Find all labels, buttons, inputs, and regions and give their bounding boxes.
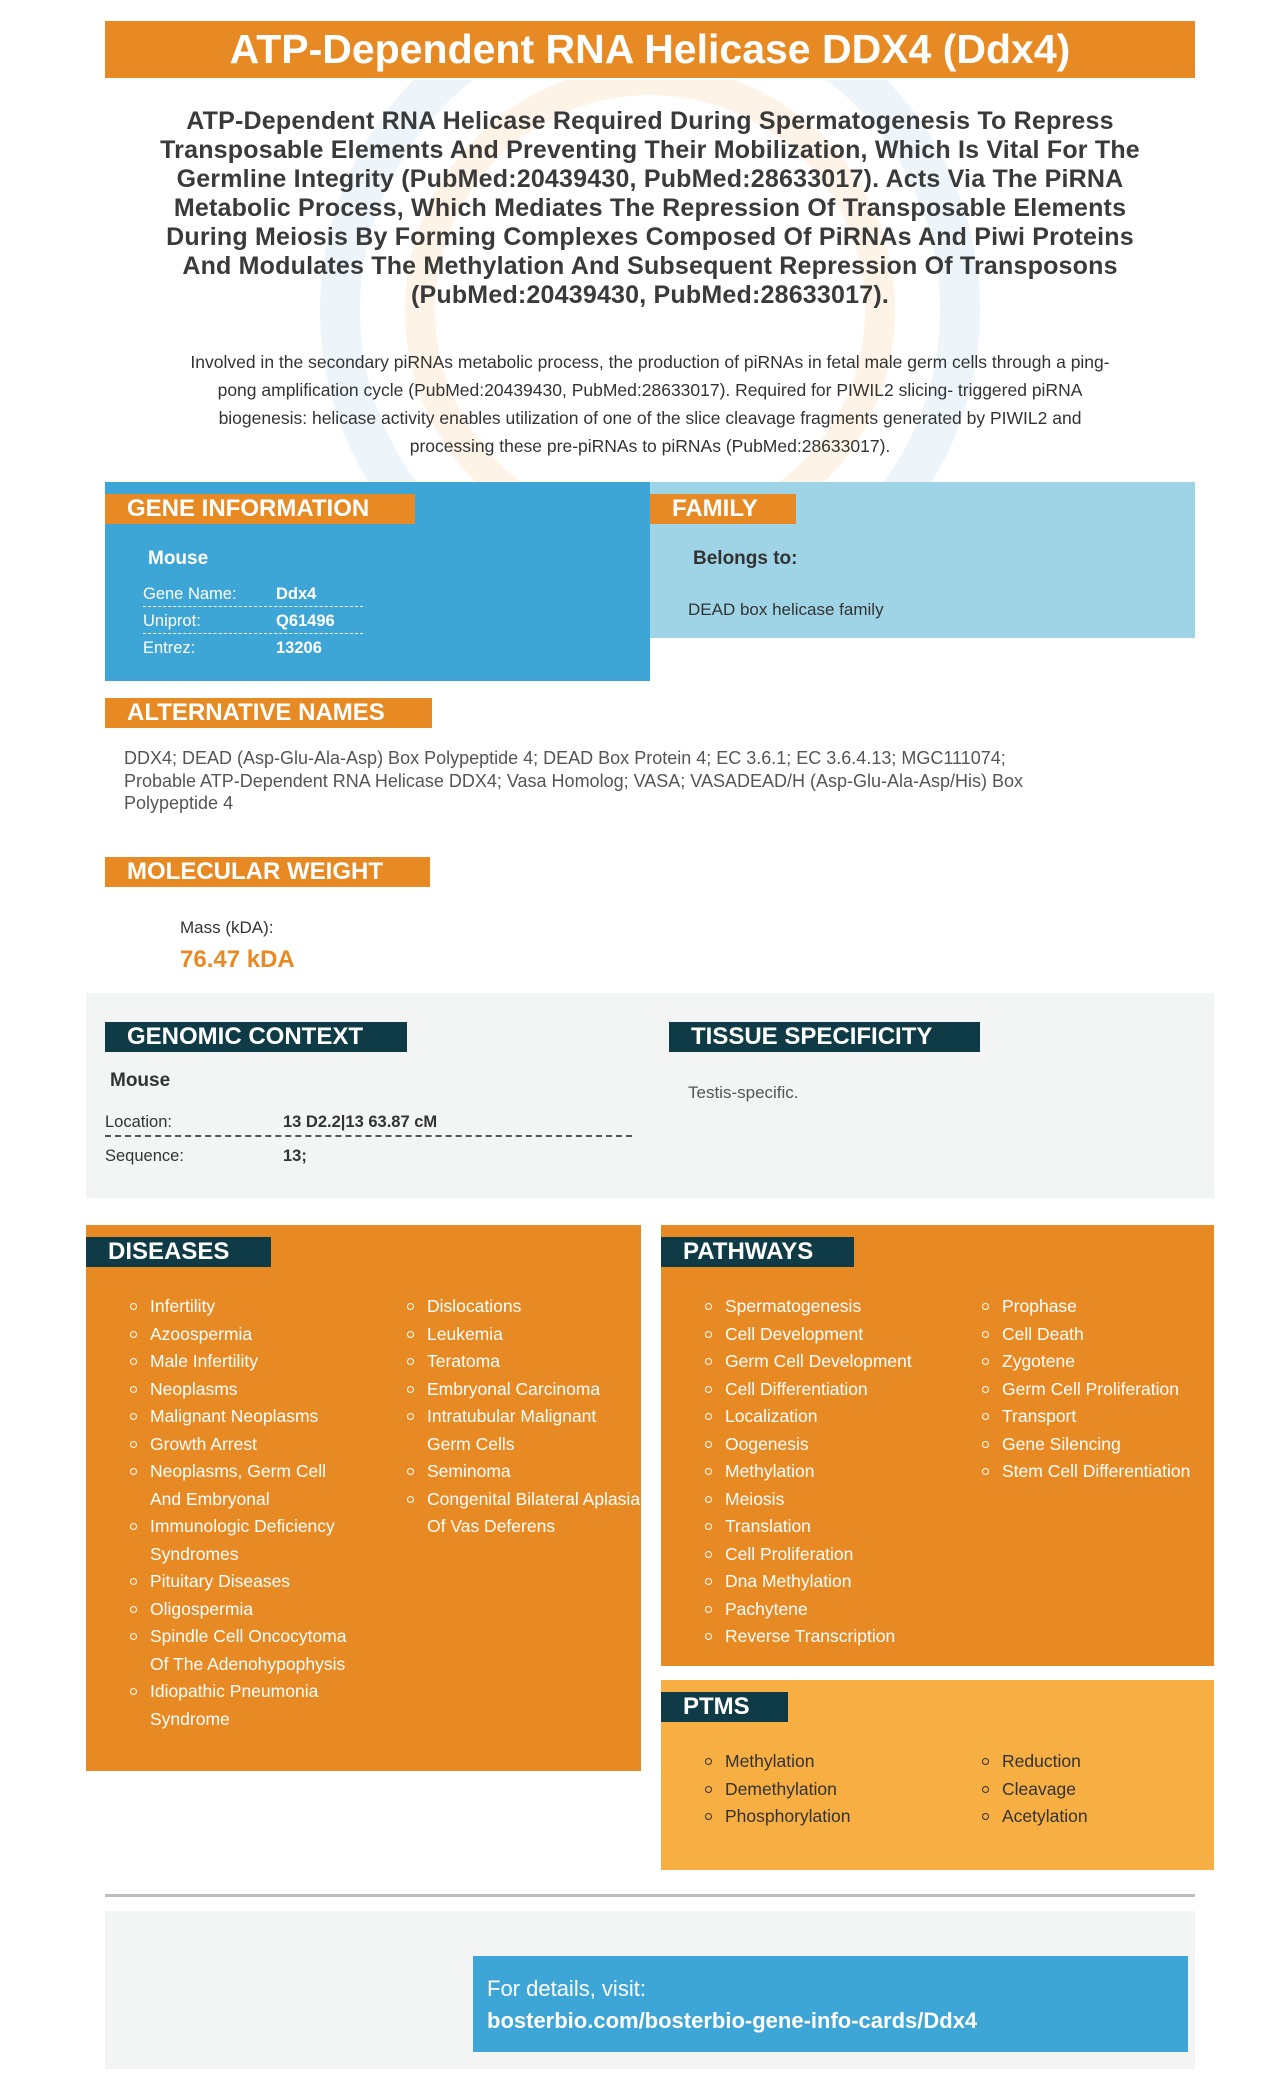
pathway-item[interactable]: Cell Proliferation [699,1541,969,1569]
page-title: ATP-Dependent RNA Helicase DDX4 (Ddx4) [229,26,1071,72]
pathways-list-col1 [699,1293,969,1651]
diseases-list-col1 [124,1293,374,1733]
ptms-panel [661,1680,1214,1870]
entrez-label: Entrez: [143,639,196,657]
disease-item[interactable]: Spindle Cell Oncocytoma Of The Adenohypophysis [124,1623,350,1678]
description-line: Involved in the secondary piRNAs metabolic process, the production of piRNAs in fetal male germ cells through a ping- [190,352,1110,372]
sequence-value: 13; [283,1147,307,1165]
pathway-item[interactable]: Prophase [976,1293,1211,1321]
disease-item[interactable]: Neoplasms [124,1376,374,1404]
disease-item[interactable]: Congenital Bilateral Aplasia Of Vas Deferens [401,1486,647,1541]
mol-weight-heading: MOLECULAR WEIGHT [105,857,430,887]
sequence-row [105,1143,632,1169]
family-panel [650,482,1195,638]
description-line: biogenesis: helicase activity enables utilization of one of the slice cleavage fragments generated by PIWIL2 and [218,408,1082,428]
pathway-item[interactable]: Cell Differentiation [699,1376,969,1404]
ptms-list-col2 [976,1748,1211,1831]
summary-line: And Modulates The Methylation And Subsequent Repression Of Transposons [182,252,1118,280]
disease-item[interactable]: Malignant Neoplasms [124,1403,374,1431]
pathway-item[interactable]: Dna Methylation [699,1568,969,1596]
summary-line: Transposable Elements And Preventing Their Mobilization, Which Is Vital For The [160,136,1140,164]
pathway-item[interactable]: Transport [976,1403,1211,1431]
disease-item[interactable]: Seminoma [401,1458,631,1486]
sequence-label: Sequence: [105,1147,184,1165]
summary-line: During Meiosis By Forming Complexes Composed Of PiRNAs And Piwi Proteins [166,223,1134,251]
diseases-panel [86,1225,641,1771]
tissue-heading: TISSUE SPECIFICITY [669,1022,980,1052]
genomic-species: Mouse [110,1070,171,1091]
pathway-item[interactable]: Zygotene [976,1348,1211,1376]
ptm-item[interactable]: Demethylation [699,1776,969,1804]
uniprot-row [143,609,363,634]
location-value: 13 D2.2|13 63.87 cM [283,1113,438,1131]
summary-line: Germline Integrity (PubMed:20439430, PubMed:28633017). Acts Via The PiRNA [176,165,1124,193]
gene-info-heading: GENE INFORMATION [105,494,415,524]
location-row [105,1109,632,1137]
disease-item[interactable]: Dislocations [401,1293,631,1321]
pathway-item[interactable]: Oogenesis [699,1431,969,1459]
pathways-panel [661,1225,1214,1666]
ptm-item[interactable]: Reduction [976,1748,1211,1776]
gene-info-species: Mouse [148,548,209,569]
alt-names-heading: ALTERNATIVE NAMES [105,698,432,728]
gene-name-label: Gene Name: [143,585,237,603]
pathway-item[interactable]: Germ Cell Proliferation [976,1376,1211,1404]
family-value: DEAD box helicase family [688,600,884,619]
entrez-value: 13206 [276,639,322,657]
disease-item[interactable]: Neoplasms, Germ Cell And Embryonal [124,1458,330,1513]
alt-names-line: DDX4; DEAD (Asp-Glu-Ala-Asp) Box Polypeptide 4; DEAD Box Protein 4; EC 3.6.1; EC 3.6.4.13; MGC111074; [124,748,1006,768]
ptms-list-col1 [699,1748,969,1831]
pathway-item[interactable]: Pachytene [699,1596,969,1624]
ptm-item[interactable]: Cleavage [976,1776,1211,1804]
diseases-heading: DISEASES [86,1237,271,1267]
pathway-item[interactable]: Cell Development [699,1321,969,1349]
uniprot-label: Uniprot: [143,612,201,630]
tissue-value: Testis-specific. [688,1083,799,1102]
ptm-item[interactable]: Methylation [699,1748,969,1776]
summary [105,107,1195,310]
alt-names [124,747,1194,815]
pathway-item[interactable]: Spermatogenesis [699,1293,969,1321]
disease-item[interactable]: Oligospermia [124,1596,374,1624]
pathway-item[interactable]: Translation [699,1513,969,1541]
alt-names-line: Polypeptide 4 [124,793,234,813]
title-bar [105,21,1195,78]
details-box[interactable] [473,1956,1188,2052]
summary-line: (PubMed:20439430, PubMed:28633017). [410,281,890,309]
pathway-item[interactable]: Germ Cell Development [699,1348,969,1376]
location-label: Location: [105,1113,172,1131]
entrez-row [143,636,363,660]
genomic-tissue-band [86,993,1214,1198]
mass-label: Mass (kDA): [180,918,274,937]
ptm-item[interactable]: Acetylation [976,1803,1211,1831]
details-link[interactable]: bosterbio.com/bosterbio-gene-info-cards/Ddx4 [487,2008,978,2033]
family-heading: FAMILY [650,494,796,524]
disease-item[interactable]: Leukemia [401,1321,631,1349]
alt-names-line: Probable ATP-Dependent RNA Helicase DDX4; Vasa Homolog; VASA; VASADEAD/H (Asp-Glu-Ala-Asp/His) Box [124,770,1024,791]
disease-item[interactable]: Teratoma [401,1348,631,1376]
gene-name-value: Ddx4 [276,585,317,603]
disease-item[interactable]: Pituitary Diseases [124,1568,374,1596]
disease-item[interactable]: Immunologic Deficiency Syndromes [124,1513,365,1568]
ptm-item[interactable]: Phosphorylation [699,1803,969,1831]
gene-info-panel [105,482,650,681]
gene-name-row [143,582,363,607]
pathway-item[interactable]: Cell Death [976,1321,1211,1349]
family-subheading: Belongs to: [693,548,798,569]
pathways-heading: PATHWAYS [661,1237,854,1267]
disease-item[interactable]: Intratubular Malignant Germ Cells [401,1403,627,1458]
disease-item[interactable]: Growth Arrest [124,1431,374,1459]
footer-divider [105,1894,1195,1897]
pathway-item[interactable]: Gene Silencing [976,1431,1211,1459]
disease-item[interactable]: Azoospermia [124,1321,374,1349]
description [105,348,1195,460]
details-text: For details, visit: [487,1976,646,2001]
pathways-list-col2 [976,1293,1211,1486]
ptms-heading: PTMS [661,1692,788,1722]
summary-line: Metabolic Process, Which Mediates The Repression Of Transposable Elements [173,194,1127,222]
pathway-item[interactable]: Meiosis [699,1486,969,1514]
diseases-list-col2 [401,1293,641,1541]
pathway-item[interactable]: Methylation [699,1458,969,1486]
disease-item[interactable]: Embryonal Carcinoma [401,1376,631,1404]
description-line: processing these pre-piRNAs to piRNAs (PubMed:28633017). [409,436,891,456]
summary-line: ATP-Dependent RNA Helicase Required During Spermatogenesis To Repress [186,107,1114,135]
uniprot-value: Q61496 [276,612,335,630]
pathway-item[interactable]: Localization [699,1403,969,1431]
disease-item[interactable]: Idiopathic Pneumonia Syndrome [124,1678,365,1733]
pathway-item[interactable]: Stem Cell Differentiation [976,1458,1211,1486]
description-line: pong amplification cycle (PubMed:20439430, PubMed:28633017). Required for PIWIL2 slicing- triggered piRNA [217,380,1083,400]
genomic-heading: GENOMIC CONTEXT [105,1022,407,1052]
mass-value: 76.47 kDA [180,946,295,973]
footer-band [105,1911,1195,2069]
pathway-item[interactable]: Reverse Transcription [699,1623,969,1651]
disease-item[interactable]: Infertility [124,1293,374,1321]
disease-item[interactable]: Male Infertility [124,1348,374,1376]
